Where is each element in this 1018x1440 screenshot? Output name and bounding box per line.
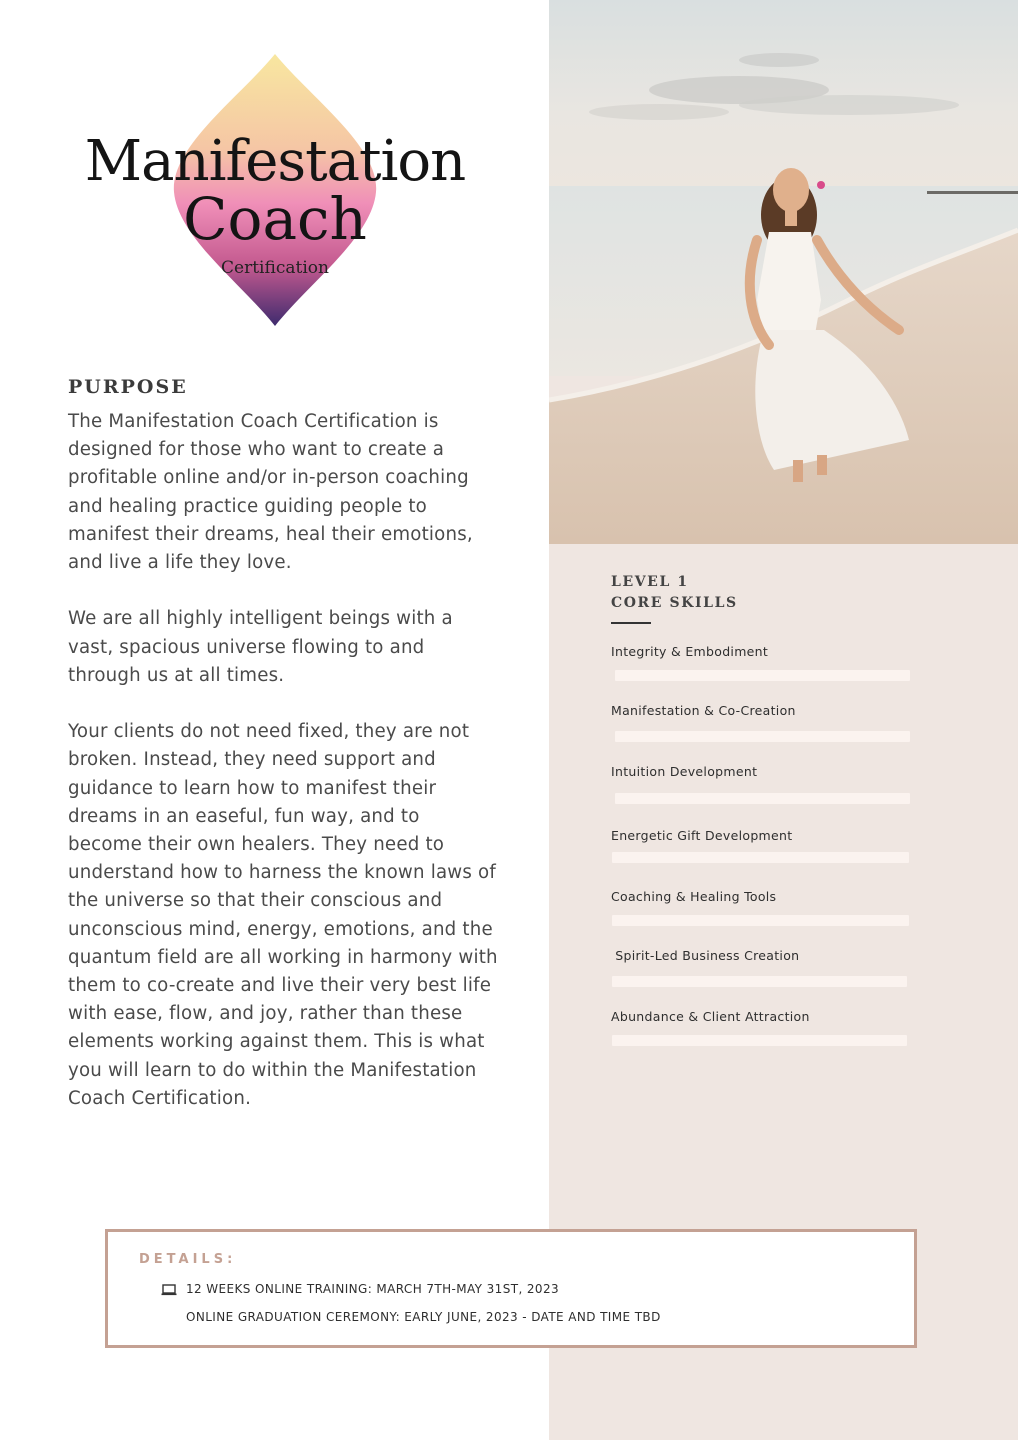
skill-bar bbox=[615, 670, 910, 681]
logo-title-line2: Coach bbox=[183, 185, 367, 253]
skill-bar bbox=[615, 731, 910, 742]
purpose-paragraph: Your clients do not need fixed, they are not broken. Instead, they need support and guidance to learn how to manifest their dreams in an easeful, fun way, and to become their own healers. They need to understand how to harness the known laws of the universe so that their conscious and unconscious mind, energy, emotions, and the quantum field are all working in harmony with them to co-create and live their very best life with ease, flow, and joy, rather than these elements working against them. This is what you will learn to do within the Manifestation Coach Certification. bbox=[68, 721, 498, 1109]
skills-heading bbox=[611, 572, 738, 614]
skill-label: Integrity & Embodiment bbox=[611, 644, 769, 659]
skill-bar bbox=[612, 976, 907, 987]
skill-bar bbox=[612, 852, 909, 863]
purpose-body bbox=[68, 408, 498, 1141]
logo-subtitle: Certification bbox=[221, 258, 329, 278]
purpose-paragraph: The Manifestation Coach Certification is designed for those who want to create a profitable online and/or in-person coaching and healing practice guiding people to manifest their dreams, heal their emotions, and live a life they love. bbox=[68, 411, 473, 574]
skill-bar bbox=[612, 1035, 907, 1046]
details-training-dates: 12 WEEKS ONLINE TRAINING: MARCH 7TH-MAY 31ST, 2023 bbox=[186, 1282, 560, 1296]
skill-label: Spirit-Led Business Creation bbox=[611, 948, 800, 963]
details-heading: DETAILS: bbox=[139, 1252, 237, 1267]
skill-label: Energetic Gift Development bbox=[611, 828, 793, 843]
purpose-heading: PURPOSE bbox=[68, 376, 188, 398]
purpose-paragraph: We are all highly intelligent beings with a vast, spacious universe flowing to and through us at all times. bbox=[68, 608, 453, 686]
skills-heading-level: LEVEL 1 bbox=[611, 574, 689, 590]
beach-photo bbox=[549, 0, 1018, 544]
logo bbox=[80, 52, 470, 332]
skill-label: Intuition Development bbox=[611, 764, 758, 779]
laptop-icon bbox=[161, 1284, 177, 1296]
details-graduation: ONLINE GRADUATION CEREMONY: EARLY JUNE, 2023 - DATE AND TIME TBD bbox=[186, 1310, 661, 1324]
details-box bbox=[105, 1229, 917, 1348]
skill-bar bbox=[615, 793, 910, 804]
skill-bar bbox=[612, 915, 909, 926]
skill-label: Coaching & Healing Tools bbox=[611, 889, 777, 904]
logo-title-line1: Manifestation bbox=[84, 129, 466, 194]
skill-label: Abundance & Client Attraction bbox=[611, 1009, 810, 1024]
skills-heading-title: CORE SKILLS bbox=[611, 595, 738, 611]
skills-divider bbox=[611, 622, 651, 624]
skill-label: Manifestation & Co-Creation bbox=[611, 703, 796, 718]
